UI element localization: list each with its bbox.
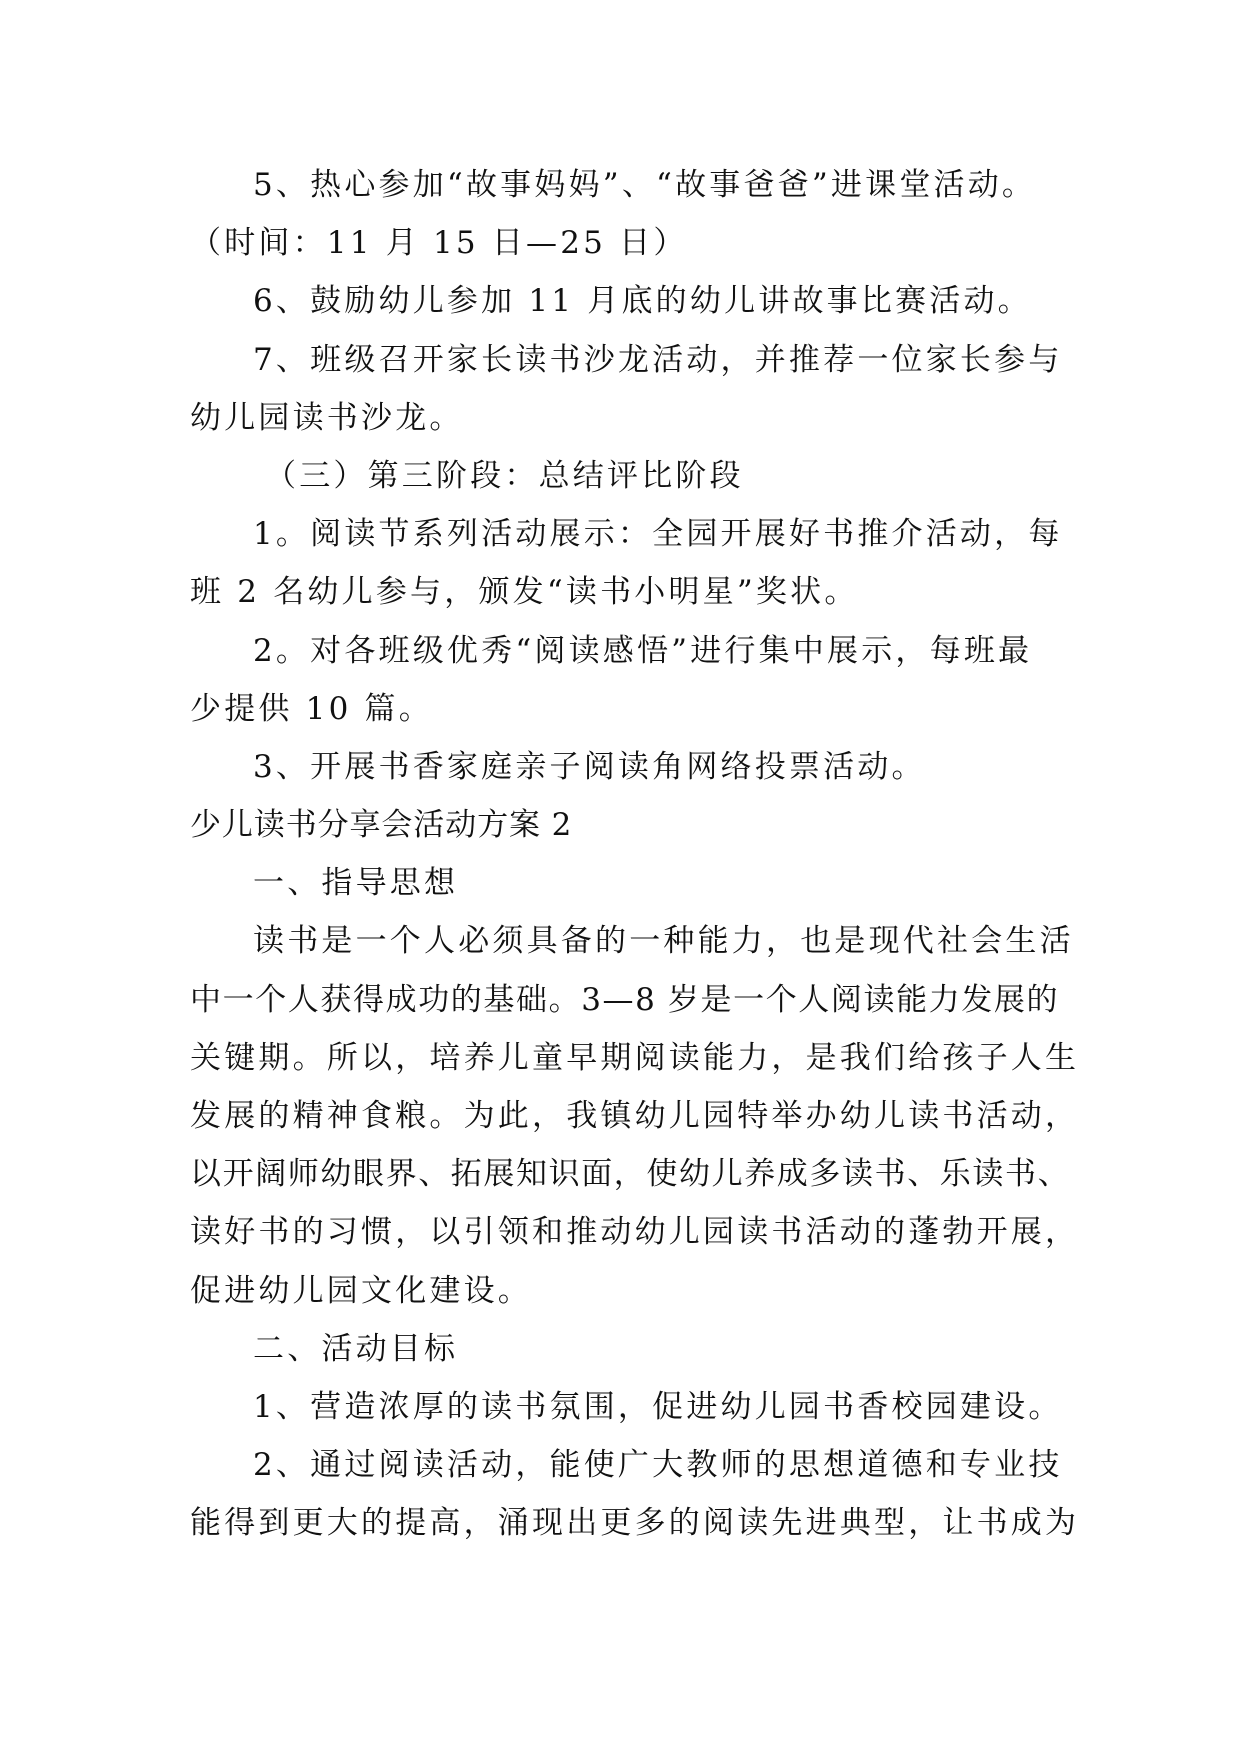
paragraph-line-1: 读书是一个人必须具备的一种能力，也是现代社会生活 bbox=[253, 923, 1074, 960]
text-line-stage-item-1-continued: 班 2 名幼儿参与，颁发“读书小明星”奖状。 bbox=[190, 574, 859, 611]
section-heading-guiding-ideology: 一、指导思想 bbox=[253, 865, 459, 902]
text-line-item-6: 6、鼓励幼儿参加 11 月底的幼儿讲故事比赛活动。 bbox=[253, 283, 1032, 320]
text-line-item-5: 5、热心参加“故事妈妈”、“故事爸爸”进课堂活动。 bbox=[253, 167, 1037, 203]
paragraph-line-6: 读好书的习惯，以引领和推动幼儿园读书活动的蓬勃开展， bbox=[190, 1214, 1080, 1251]
paragraph-line-3: 关键期。所以，培养儿童早期阅读能力，是我们给孩子人生 bbox=[190, 1039, 1080, 1076]
paragraph-line-5: 以开阔师幼眼界、拓展知识面，使幼儿养成多读书、乐读书、 bbox=[190, 1156, 1071, 1193]
section-heading-activity-goals: 二、活动目标 bbox=[253, 1330, 459, 1367]
goal-line-2: 2、通过阅读活动，能使广大教师的思想道德和专业技 bbox=[253, 1447, 1063, 1484]
section-heading-stage-three: （三）第三阶段：总结评比阶段 bbox=[265, 457, 744, 494]
text-line-stage-item-1: 1。阅读节系列活动展示：全园开展好书推介活动，每 bbox=[253, 516, 1063, 553]
document-body bbox=[190, 156, 1080, 1553]
text-line-item-7: 7、班级召开家长读书沙龙活动，并推荐一位家长参与 bbox=[253, 341, 1063, 378]
plan-title: 少儿读书分享会活动方案 2 bbox=[190, 807, 573, 844]
goal-line-2-continued: 能得到更大的提高，涌现出更多的阅读先进典型，让书成为 bbox=[190, 1505, 1080, 1542]
goal-line-1: 1、营造浓厚的读书氛围，促进幼儿园书香校园建设。 bbox=[253, 1388, 1063, 1425]
text-line-item-7-continued: 幼儿园读书沙龙。 bbox=[190, 399, 464, 436]
text-line-time-note: （时间：11 月 15 日—25 日） bbox=[190, 225, 688, 262]
text-line-stage-item-2-continued: 少提供 10 篇。 bbox=[190, 690, 433, 727]
text-line-stage-item-2: 2。对各班级优秀“阅读感悟”进行集中展示，每班最 bbox=[253, 632, 1033, 669]
text-line-stage-item-3: 3、开展书香家庭亲子阅读角网络投票活动。 bbox=[253, 748, 926, 785]
paragraph-line-7: 促进幼儿园文化建设。 bbox=[190, 1272, 532, 1309]
paragraph-line-4: 发展的精神食粮。为此，我镇幼儿园特举办幼儿读书活动， bbox=[190, 1098, 1080, 1134]
paragraph-line-2: 中一个人获得成功的基础。3—8 岁是一个人阅读能力发展的 bbox=[190, 981, 1060, 1018]
